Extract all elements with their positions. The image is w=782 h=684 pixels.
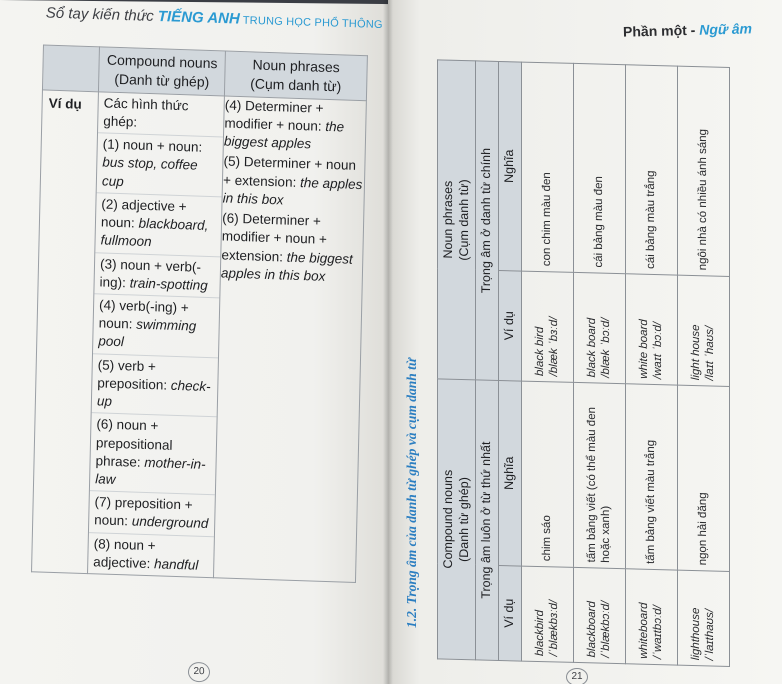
header-suffix: TRUNG HỌC PHỔ THÔNG: [239, 14, 383, 32]
compound-item: (5) verb + preposition: check-up: [92, 354, 218, 418]
compound-item: (8) noun + adjective: handful: [93, 535, 199, 573]
phrase-meaning: cái bảng màu trắng: [625, 65, 677, 275]
phrase-meaning: con chim màu đen: [521, 62, 573, 272]
stress-table: [437, 59, 730, 667]
compound-item: (1) noun + noun: bus stop, coffee cup: [97, 134, 223, 198]
compound-word: whiteboard /ˈwaɪtbɔːd/: [625, 569, 677, 665]
col-meaning-header: Nghĩa: [498, 380, 521, 566]
phrase-meaning: ngôi nhà có nhiều ánh sáng: [677, 66, 729, 276]
phrase-word: light house /laɪt ˈhaʊs/: [677, 275, 729, 386]
compound-word: lighthouse /ˈlaɪthaʊs/: [677, 570, 729, 666]
header-brand: TIẾNG ANH: [157, 8, 240, 28]
table-row: [625, 65, 677, 665]
compound-meaning: tấm bảng viết màu trắng: [625, 384, 677, 570]
empty-corner-cell: [42, 45, 99, 92]
compound-item: (7) preposition + noun: underground: [89, 491, 215, 537]
phrase-examples-cell: [214, 96, 367, 583]
col-meaning-header: Nghĩa: [498, 61, 521, 271]
compound-item: Các hình thức ghép:: [98, 92, 224, 138]
noun-phrases-header: Noun phrases (Cụm danh từ): [438, 60, 476, 380]
compound-nouns-header: Compound nouns (Danh từ ghép): [438, 379, 476, 660]
compound-meaning: chim sáo: [521, 381, 573, 567]
compound-item: (6) noun + prepositional phrase: mother-in-law: [90, 413, 217, 495]
stress-rule-first-word: Trọng âm luôn ở từ thứ nhất: [476, 380, 499, 661]
phrase-word: black bird /blæk ˈbɜːd/: [521, 271, 573, 382]
page-number-left: 20: [188, 662, 210, 682]
table-row: [677, 66, 729, 666]
compound-meaning: tấm bảng viết (có thể màu đen hoặc xanh): [573, 382, 625, 568]
header-part: Phần một -: [622, 21, 700, 40]
compound-meaning: ngọn hải đăng: [677, 385, 729, 571]
col-example-header: Ví dụ: [498, 565, 521, 661]
compound-item: (4) verb(-ing) + noun: swimming pool: [93, 294, 219, 358]
example-row-label: Ví dụ: [32, 90, 99, 574]
phrase-item: (5) Determiner + noun + extension: the apples in this box: [222, 153, 363, 208]
book-gutter: [383, 0, 393, 684]
phrase-word: black board /blæk ˈbɔːd/: [573, 272, 625, 383]
table-row: [573, 63, 625, 663]
table-row: [521, 62, 573, 662]
header-accent: Ngữ âm: [699, 20, 753, 38]
phrase-word: white board /waɪt ˈbɔːd/: [625, 274, 677, 385]
running-header-right: [623, 20, 752, 39]
stress-table-rotated: [437, 67, 730, 667]
col-example-header: Ví dụ: [498, 270, 521, 381]
compound-word: blackboard /ˈblækbɔːd/: [573, 567, 625, 663]
compound-vs-phrase-table: [31, 44, 368, 583]
compound-word: blackbird /ˈblækbɜːd/: [521, 566, 573, 662]
compound-item: (2) adjective + noun: blackboard, fullmoon: [95, 193, 221, 257]
phrase-item: (4) Determiner + modifier + noun: the biggest apples: [223, 97, 345, 152]
running-header-left: [46, 4, 383, 32]
header-prefix: Sổ tay kiến thức: [45, 4, 159, 25]
compound-examples-cell: [88, 92, 225, 578]
phrase-meaning: cái bảng màu đen: [573, 63, 625, 273]
compound-nouns-header: Compound nouns (Danh từ ghép): [98, 47, 225, 96]
section-title: 1.2. Trọng âm của danh từ ghép và cụm danh từ: [404, 358, 419, 628]
page-number-right: 21: [566, 668, 588, 684]
stress-rule-main-noun: Trọng âm ở danh từ chính: [476, 61, 499, 381]
compound-item: (3) noun + verb(-ing): train-spotting: [94, 253, 220, 299]
phrase-item: (6) Determiner + modifier + noun + extension: the biggest apples in this box: [220, 210, 353, 284]
noun-phrases-header: Noun phrases (Cụm danh từ): [225, 51, 368, 100]
